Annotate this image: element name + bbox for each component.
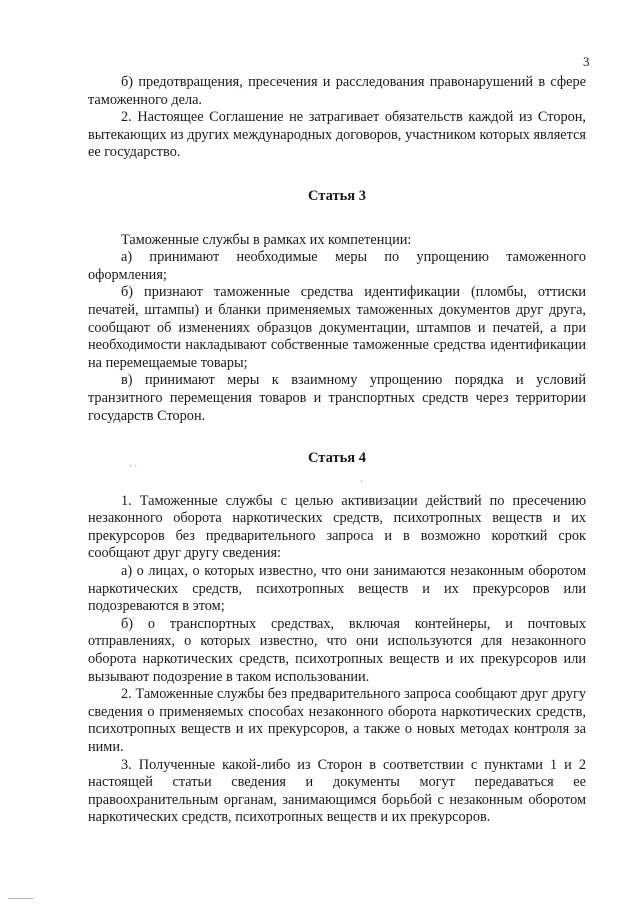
article-4-heading: Статья 4	[308, 450, 366, 467]
scan-corner-mark	[8, 898, 34, 899]
article-4-item-a: а) о лицах, о которых известно, что они занимаются незаконным оборотом наркотических средств, психотропных веществ и их прекурсоров или подозреваются в этом;	[88, 563, 586, 615]
article-4-item-b: б) о транспортных средствах, включая контейнеры, и почтовых отправлениях, о которых известно, что они используются для незаконного оборота наркотических средств, психотропных веществ и их прекурсоров или вызывают подозрение в таком использовании.	[88, 615, 586, 685]
article-3-heading: Статья 3	[308, 187, 366, 204]
scan-speck: ·	[360, 476, 363, 486]
article-4-paragraph-1: 1. Таможенные службы с целью активизации действий по пресечению незаконного оборота наркотических средств, психотропных веществ и их прекурсоров без предварительного запроса и в возможно короткий срок сообщают друг другу сведения:	[88, 492, 586, 562]
document-body	[88, 74, 586, 827]
article-4-paragraph-2: 2. Таможенные службы без предварительного запроса сообщают друг другу сведения о применяемых способах незаконного оборота наркотических средств, психотропных веществ и их прекурсоров, а также о новых методах контроля за ними.	[88, 686, 586, 755]
page-number: 3	[583, 54, 590, 69]
scan-speck: · ·	[129, 461, 138, 471]
article-3-item-b: б) признают таможенные средства идентификации (пломбы, оттиски печатей, штампы) и бланки применяемых таможенных документов друг друга, сообщают об изменениях образцов документации, штампов и печатей, а при необходимости накладывают собственные таможенные средства идентификации на перемещаемые товары;	[88, 284, 586, 371]
article-4-paragraph-3: 3. Полученные какой-либо из Сторон в соответствии с пунктами 1 и 2 настоящей статьи сведения и документы могут передаваться ее правоохранительным органам, занимающимся борьбой с незаконным оборотом наркотических средств, психотропных веществ и их прекурсоров.	[88, 756, 586, 826]
paragraph-intro-b: б) предотвращения, пресечения и расследования правонарушений в сфере таможенного дела.	[88, 74, 586, 108]
paragraph-intro-2: 2. Настоящее Соглашение не затрагивает обязательств каждой из Сторон, вытекающих из других международных договоров, участником которых является ее государство.	[88, 109, 586, 161]
article-3-item-a: а) принимают необходимые меры по упрощению таможенного оформления;	[88, 249, 586, 283]
article-3-paragraph: Таможенные службы в рамках их компетенции:	[121, 231, 412, 248]
article-3-item-c: в) принимают меры к взаимному упрощению порядка и условий транзитного перемещения товаров и транспортных средств через территории государств Сторон.	[88, 372, 586, 424]
